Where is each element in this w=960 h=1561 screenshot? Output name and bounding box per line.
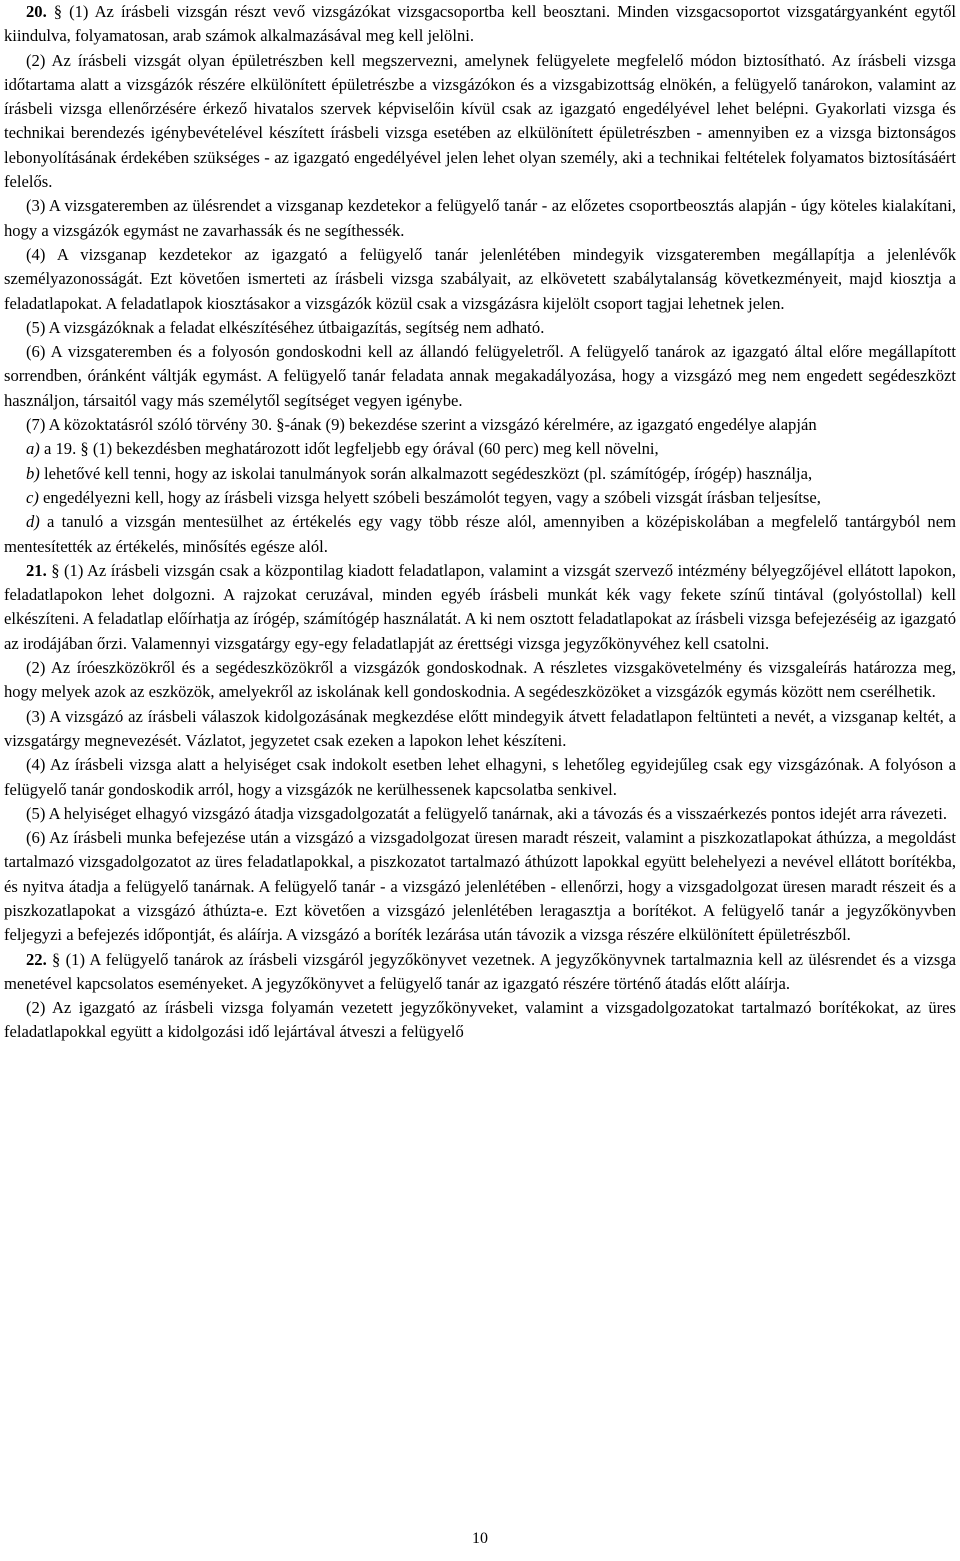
paragraph [4,49,956,195]
paragraph-text: (6) A vizsgateremben és a folyosón gondoskodni kell az állandó felügyeletről. A felügyelő tanárok az igazgató által előre megállapított sorrendben, óránként váltják egymást. A felügyelő tanár feladata annak megakadályozása, hogy a vizsgázó meg nem engedett segédeszközt használjon, társaitól vagy más személytől segítséget vegyen igénybe. [4,342,956,410]
paragraph-text: (2) Az igazgató az írásbeli vizsga folyamán vezetett jegyzőkönyveket, valamint a vizsgadolgozatokat tartalmazó borítékokat, az üres feladatlapokkal együtt a kidolgozási idő lejártával átveszi a felügyelő [4,998,956,1042]
list-label: b) [26,463,40,483]
paragraph [4,243,956,316]
paragraph-text: (4) A vizsganap kezdetekor az igazgató a felügyelő tanár jelenlétében mindegyik vizsgateremben megállapítja a jelenlévők személyazonosságát. Ezt követően ismerteti az írásbeli vizsga szabályait, az elkövetett szabálytalanság következményeit, majd kiosztja a feladatlapokat. A feladatlapok kiosztásakor a vizsgázók közül csak a vizsgázásra kijelölt csoport tagjai lehetnek jelen. [4,244,956,313]
paragraph-text: (2) Az írásbeli vizsgát olyan épületrészben kell megszervezni, amelynek felügyelete megfelelő módon biztosítható. Az írásbeli vizsga időtartama alatt a vizsgázók részére elkülönített épületrészbe a vizsgázókon és a vizsgabizottság elnökén, a felügyelő tanárokon, valamint az írásbeli vizsga ellenőrzésére érkező hivatalos szervek képviselőin kívül csak az igazgató engedélyével lehet belépni. Gyakorlati vizsga és technikai berendezés igénybevételével készített írásbeli vizsga esetében az elkülönített épületrészben - amennyiben ez a vizsga biztonságos lebonyolításának érdekében szükséges - az igazgató engedélyével jelen lehet olyan személy, aki a technikai feltételek folyamatos biztosításáért felelős. [4,50,956,192]
paragraph [4,0,956,49]
paragraph-text: lehetővé kell tenni, hogy az iskolai tanulmányok során alkalmazott segédeszközt (pl. számítógép, írógép) használja, [39,463,813,483]
paragraph-text: § (1) Az írásbeli vizsgán csak a központilag kiadott feladatlapon, valamint a vizsgát szervező intézmény bélyegzőjével ellátott lapokon, feladatlapokon lehet dolgozni. A rajzokat ceruzával, minden egyéb írásbeli munkát kék vagy fekete színű tintával (golyóstollal) kell elkészíteni. A feladatlap előírhatja az írógép, számítógép használatát. A ki nem osztott feladatlapokat az írásbeli vizsga befejezéséig az igazgató az irodájában őrzi. Valamennyi vizsgatárgy egy-egy feladatlapját az érettségi vizsga jegyzőkönyvéhez kell csatolni. [4,560,956,653]
paragraph [4,462,956,486]
paragraph [4,826,956,947]
section-number: 22. [26,949,47,969]
list-label: a) [26,439,40,459]
paragraph [4,340,956,413]
section-number: 20. [26,2,47,21]
paragraph [4,437,956,461]
paragraph [4,705,956,754]
paragraph [4,559,956,656]
paragraph-text: a 19. § (1) bekezdésben meghatározott időt legfeljebb egy órával (60 perc) meg kell növelni, [39,439,659,459]
paragraph [4,996,956,1045]
paragraph [4,948,956,997]
paragraph-text: (3) A vizsgateremben az ülésrendet a vizsganap kezdetekor a felügyelő tanár - az előzetes csoportbeosztás alapján - úgy köteles kialakítani, hogy a vizsgázók egymást ne zavarhassák és ne segíthessék. [4,196,956,240]
paragraph [4,802,956,826]
paragraph-text: (5) A helyiséget elhagyó vizsgázó átadja vizsgadolgozatát a felügyelő tanárnak, aki a távozás és a visszaérkezés pontos idejét arra rávezeti. [26,803,948,823]
list-label: d) [26,512,40,532]
paragraph-text: (7) A közoktatásról szóló törvény 30. §-ának (9) bekezdése szerint a vizsgázó kérelmére, az igazgató engedélye alapján [26,415,817,435]
paragraph [4,510,956,559]
paragraph [4,753,956,802]
paragraph-text: a tanuló a vizsgán mentesülhet az értékelés egy vagy több része alól, amennyiben a középiskolában a megfelelő tantárgyból nem mentesítették az értékelés, minősítés egésze alól. [4,512,956,556]
document-page [4,0,956,1045]
paragraph-text: § (1) A felügyelő tanárok az írásbeli vizsgáról jegyzőkönyvet vezetnek. A jegyzőkönyvnek tartalmaznia kell az ülésrendet és a vizsga menetével kapcsolatos eseményeket. A jegyzőkönyvet a felügyelő tanár az igazgató részére történő átadás előtt aláírja. [4,949,956,993]
list-label: c) [26,487,39,507]
paragraph [4,656,956,705]
paragraph-text: (3) A vizsgázó az írásbeli válaszok kidolgozásának megkezdése előtt mindegyik átvett feladatlapon feltünteti a nevét, a vizsganap keltét, a vizsgatárgy megnevezését. Vázlatot, jegyzetet csak ezeken a lapokon lehet készíteni. [4,706,956,750]
paragraph-text: (4) Az írásbeli vizsga alatt a helyiséget csak indokolt esetben lehet elhagyni, s lehetőleg egyidejűleg csak egy vizsgázónak. A folyóson a felügyelő tanár gondoskodik arról, hogy a vizsgázók ne kerülhessenek kapcsolatba senkivel. [4,755,956,799]
section-number: 21. [26,560,47,580]
page-number: 10 [472,1530,488,1547]
paragraph-text: (6) Az írásbeli munka befejezése után a vizsgázó a vizsgadolgozat üresen maradt részeit, valamint a piszkozatlapokat áthúzza, a megoldást tartalmazó vizsgadolgozatot az üres feladatlapokkal, a piszkozatot tartalmazó áthúzott lapokkal együtt belehelyezi a nevével ellátott borítékba, és nyitva átadja a felügyelő tanárnak. A felügyelő tanár - a vizsgázó jelenlétében - ellenőrzi, hogy a vizsgadolgozat üresen maradt részeit és a piszkozatlapokat a vizsgázó áthúzta-e. Ezt követően a vizsgázó jelenlétében leragasztja a borítékot. A felügyelő tanár a jegyzőkönyvben feljegyzi a befejezés időpontját, és aláírja. A vizsgázó a boríték lezárása után távozik a vizsga részére elkülönített épületrészből. [4,828,956,945]
paragraph [4,486,956,510]
paragraph [4,413,956,437]
paragraph-text: (5) A vizsgázóknak a feladat elkészítéséhez útbaigazítás, segítség nem adható. [26,317,545,337]
paragraph-text: engedélyezni kell, hogy az írásbeli vizsga helyett szóbeli beszámolót tegyen, vagy a szóbeli vizsgát írásban teljesítse, [38,487,821,507]
paragraph-text: (2) Az íróeszközökről és a segédeszközökről a vizsgázók gondoskodnak. A részletes vizsgakövetelmény és vizsgaleírás határozza meg, hogy melyek azok az eszközök, amelyekről az iskolának kell gondoskodnia. A segédeszközöket a vizsgázók egymás között nem cserélhetik. [4,658,956,702]
paragraph [4,194,956,243]
paragraph-text: § (1) Az írásbeli vizsgán részt vevő vizsgázókat vizsgacsoportba kell beosztani. Minden vizsgacsoportot vizsgatárgyanként egytől kiindulva, folyamatosan, arab számok alkalmazásával meg kell jelölni. [4,2,956,46]
paragraph [4,316,956,340]
